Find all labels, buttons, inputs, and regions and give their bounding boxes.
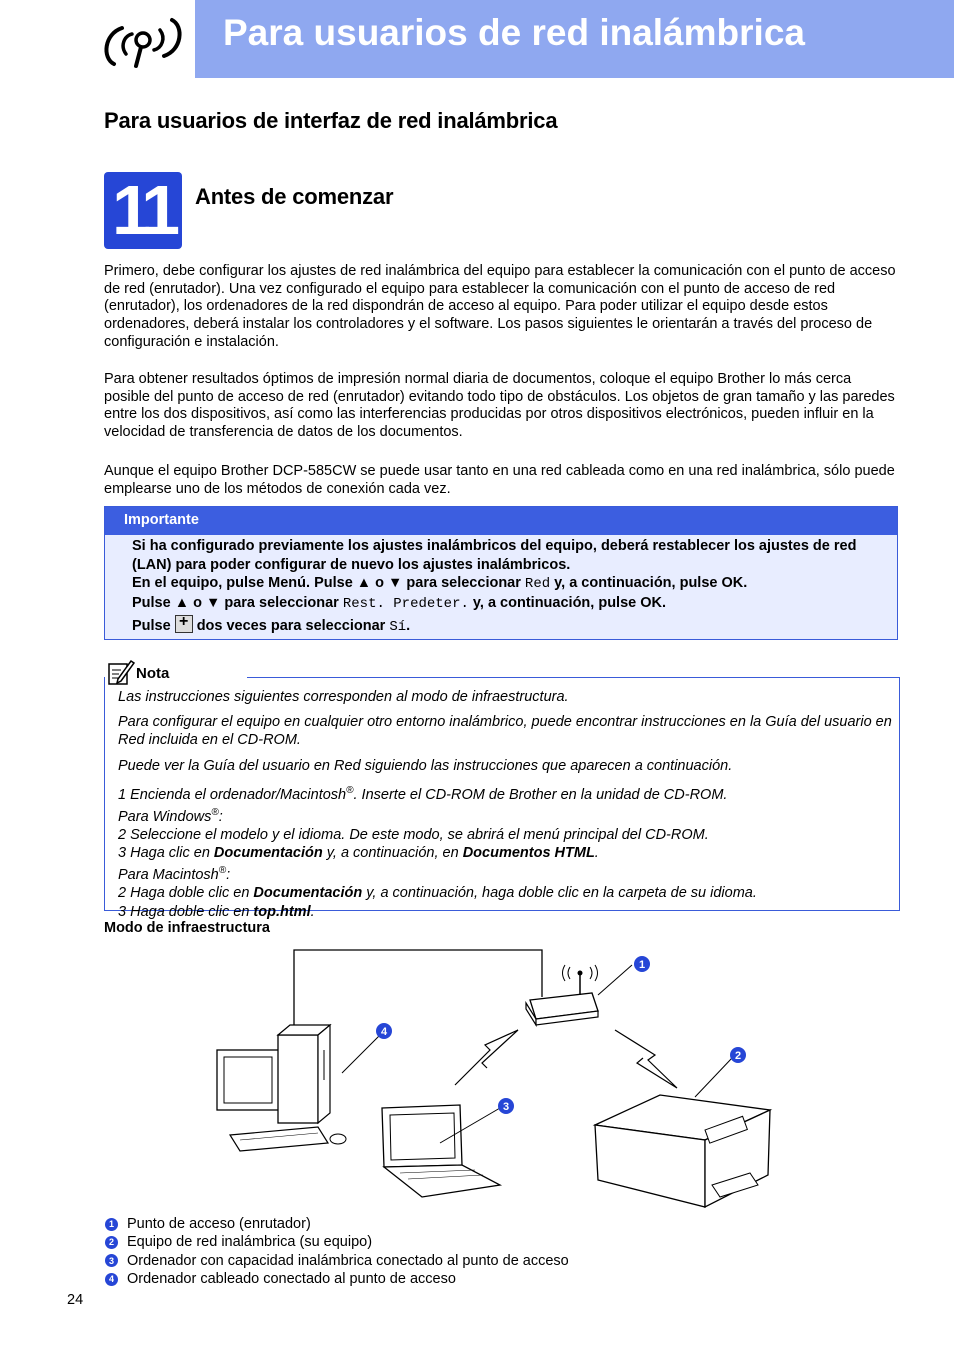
connection-paragraph: Aunque el equipo Brother DCP-585CW se puede usar tanto en una red cableada como en una red inalámbrica, sólo puede emplearse uno de los métodos de conexión cada vez. [104, 463, 895, 497]
step-title: Antes de comenzar [195, 184, 394, 209]
diagram-badge-2 [730, 1047, 746, 1063]
page-number: 24 [67, 1292, 84, 1308]
note-text: Para configurar el equipo en cualquier otro entorno inalámbrico, puede encontrar instrucciones en la Guía del usuario en Red incluida en el CD-ROM. [118, 714, 892, 749]
diagram-title: Modo de infraestructura [104, 920, 270, 936]
important-label: Importante [124, 512, 199, 528]
wireless-logo-icon [100, 14, 186, 70]
page-title: Para usuarios de red inalámbrica [223, 12, 805, 53]
wired-cable [294, 950, 542, 1035]
plus-key-icon [175, 615, 193, 633]
important-body [132, 537, 892, 637]
diagram-badge-4 [376, 1023, 392, 1039]
legend-item: 3 Ordenador con capacidad inalámbrica conectado al punto de acceso [104, 1252, 569, 1270]
note-pencil-icon [107, 658, 135, 686]
intro-paragraph: Primero, debe configurar los ajustes de red inalámbrica del equipo para establecer la comunicación con el punto de acceso de red (enrutador). Una vez configurado el equipo para establecer la comunicación con el punto de acceso de red (enrutador), los ordenadores de la red dispondrán de acceso al equipo. Para poder utilizar el equipo desde estos ordenadores, deberá instalar los controladores y el software. Los pasos siguientes le orientarán a través del proceso de configuración e instalación. [104, 263, 896, 350]
note-step: 2 Seleccione el modelo y el idioma. De este modo, se abrirá el menú principal del CD-ROM. [118, 826, 709, 843]
svg-text:1: 1 [638, 959, 646, 971]
note-text: Las instrucciones siguientes corresponden al modo de infraestructura. [118, 689, 569, 705]
important-line: Si ha configurado previamente los ajustes inalámbricos del equipo, deberá restablecer los ajustes de red (LAN) para poder configurar de nuevo los ajustes inalámbricos. [132, 538, 857, 573]
diagram-legend [104, 1215, 569, 1288]
router-icon [526, 965, 598, 1025]
important-line: Pulse+ dos veces para seleccionar Sí. [132, 615, 892, 637]
note-body [118, 688, 893, 921]
legend-badge: 4 [105, 1273, 118, 1286]
section-title: Para usuarios de interfaz de red inalámbrica [104, 108, 558, 133]
legend-item: 1 Punto de acceso (enrutador) [104, 1215, 569, 1233]
legend-item: 4 Ordenador cableado conectado al punto de acceso [104, 1270, 569, 1288]
important-line: En el equipo, pulse Menú. Pulse ▲ o ▼ para seleccionar Red y, a continuación, pulse OK. [132, 575, 748, 592]
network-diagram [200, 945, 800, 1215]
diagram-badge-3 [498, 1098, 514, 1114]
svg-text:3: 3 [502, 1101, 510, 1113]
legend-item: 2 Equipo de red inalámbrica (su equipo) [104, 1233, 569, 1251]
note-step: 2 Haga doble clic en Documentación y, a continuación, haga doble clic en la carpeta de su idioma. [118, 885, 757, 902]
important-header [105, 507, 897, 535]
note-label: Nota [136, 665, 170, 682]
note-os-windows: Para Windows®: [118, 806, 223, 825]
wireless-signal-icon [455, 1030, 518, 1085]
note-text: Puede ver la Guía del usuario en Red siguiendo las instrucciones que aparecen a continuación. [118, 757, 733, 774]
note-os-macintosh: Para Macintosh®: [118, 865, 231, 884]
svg-text:4: 4 [380, 1026, 388, 1038]
placement-paragraph: Para obtener resultados óptimos de impresión normal diaria de documentos, coloque el equipo Brother lo más cerca posible del punto de acceso de red (enrutador) evitando todo tipo de obstáculos. Los objetos de gran tamaño y las paredes entre los dos dispositivos, así como las interferencias producidas por otros dispositivos electrónicos, pueden influir en la velocidad de transferencia de datos de los documentos. [104, 371, 895, 441]
step-number: 11 [112, 171, 174, 249]
note-step: 3 Haga clic en Documentación y, a continuación, en Documentos HTML. [118, 845, 599, 862]
note-step: 1 Encienda el ordenador/Macintosh®. Inserte el CD-ROM de Brother en la unidad de CD-ROM. [118, 784, 728, 803]
printer-icon [595, 1095, 770, 1207]
legend-badge: 3 [105, 1254, 118, 1267]
note-divider [247, 677, 900, 678]
important-line: Pulse ▲ o ▼ para seleccionar Rest. Predeter. y, a continuación, pulse OK. [132, 594, 667, 612]
note-step: 3 Haga doble clic en top.html. [118, 903, 315, 920]
desktop-computer-icon [217, 1025, 346, 1151]
legend-badge: 2 [105, 1236, 118, 1249]
svg-text:2: 2 [734, 1050, 742, 1062]
legend-badge: 1 [105, 1218, 118, 1231]
wireless-signal-icon [615, 1030, 677, 1088]
diagram-badge-1 [634, 956, 650, 972]
